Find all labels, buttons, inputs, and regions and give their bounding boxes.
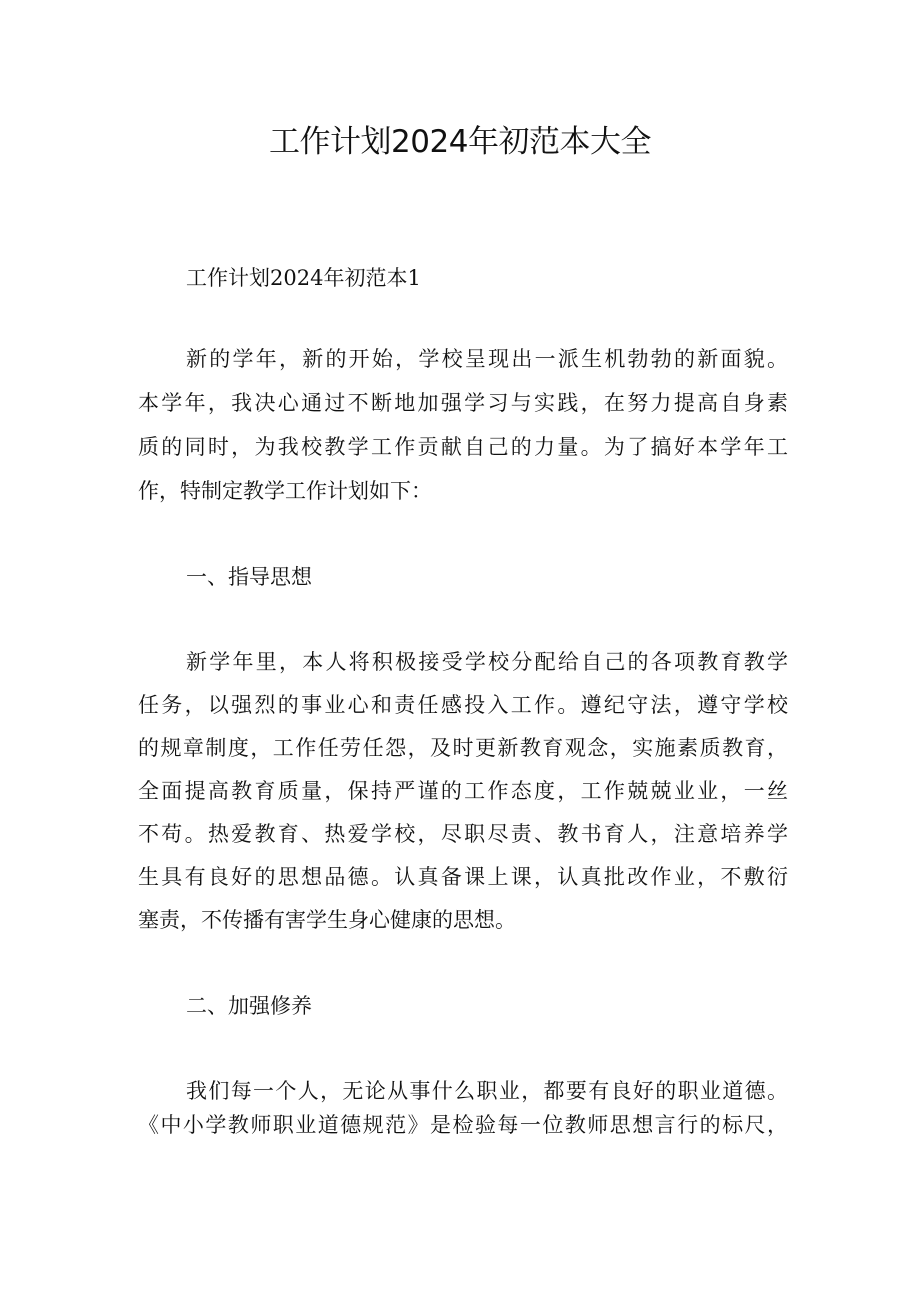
section-1-line-4: 全面提高教育质量，保持严谨的工作态度，工作兢兢业业，一丝	[138, 779, 788, 803]
section-1-line-1: 新学年里，本人将积极接受学校分配给自己的各项教育教学	[186, 650, 788, 674]
section-2-heading: 二、加强修养	[186, 994, 312, 1018]
section-1-line-6: 生具有良好的思想品德。认真备课上课，认真批改作业，不敷衍	[138, 865, 788, 889]
document-title: 工作计划2024年初范本大全	[269, 124, 651, 160]
section-1-line-3: 的规章制度，工作任劳任怨，及时更新教育观念，实施素质教育，	[138, 736, 788, 760]
intro-line-1: 新的学年，新的开始，学校呈现出一派生机勃勃的新面貌。	[186, 347, 788, 371]
intro-line-3: 质的同时，为我校教学工作贡献自己的力量。为了搞好本学年工	[138, 435, 788, 459]
section-2-line-2: 《中小学教师职业道德规范》是检验每一位教师思想言行的标尺，	[138, 1113, 788, 1137]
section-1-line-7: 塞责，不传播有害学生身心健康的思想。	[138, 908, 516, 932]
section-1-line-5: 不苟。热爱教育、热爱学校，尽职尽责、教书育人，注意培养学	[138, 822, 788, 846]
section-1-line-2: 任务，以强烈的事业心和责任感投入工作。遵纪守法，遵守学校	[138, 693, 788, 717]
intro-line-4: 作，特制定教学工作计划如下：	[138, 479, 432, 503]
section-2-line-1: 我们每一个人，无论从事什么职业，都要有良好的职业道德。	[186, 1079, 788, 1103]
section-1-heading: 一、指导思想	[186, 565, 312, 589]
intro-line-2: 本学年，我决心通过不断地加强学习与实践，在努力提高自身素	[138, 391, 788, 415]
subtitle: 工作计划2024年初范本1	[186, 266, 421, 290]
